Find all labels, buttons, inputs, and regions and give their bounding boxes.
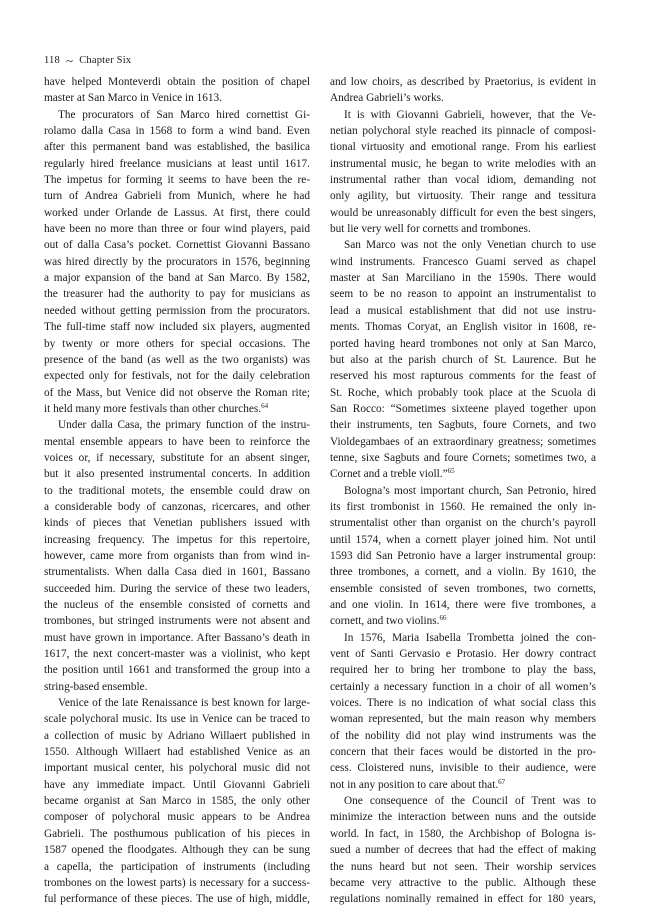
- text-line: it held many more festivals than other churches.$^{64}$: [44, 401, 269, 415]
- running-header: [44, 54, 131, 67]
- page-number: 118: [44, 55, 60, 66]
- text-line: succeeded him. During the service of these two leaders,: [44, 582, 310, 595]
- text-line: wind instruments. Francesco Guami served as chapel: [330, 255, 596, 268]
- text-line: have been no more than three or four wind players, paid: [44, 223, 310, 236]
- text-line: St. Roche, which probably took place at the Scuola di: [330, 386, 596, 399]
- text-line: but also at the parish church of St. Laurence. But he: [330, 353, 596, 366]
- text-line: the nucleus of the ensemble consisted of cornetts and: [44, 599, 310, 611]
- text-line: ful performance of these pieces. The use of high, middle,: [44, 893, 310, 906]
- right-column: [330, 74, 596, 908]
- text-line: the position until 1661 and transformed the group into a: [44, 664, 310, 677]
- text-line: certainly a necessary function in a choir of all women’s: [330, 680, 596, 693]
- footnote-ref: 66: [439, 614, 447, 623]
- text-line: Bologna’s most important church, San Petronio, hired: [344, 484, 596, 497]
- text-line: Violdegambaes of an extraordinary greatness; sometimes: [330, 435, 596, 448]
- text-line: three trombones, a cornett, and a violin. By 1610, the: [330, 566, 596, 579]
- text-line: until 1574, when a cornett player joined him. Not until: [330, 533, 596, 546]
- text-line: increasing frequency. The impetus for this repertoire,: [44, 533, 310, 546]
- text-line: One consequence of the Council of Trent was to: [344, 795, 596, 808]
- text-line: concern that their faces would be distorted in the pro-: [330, 746, 596, 759]
- text-line: Under dalla Casa, the primary function of the instru-: [58, 419, 310, 432]
- left-column: [44, 74, 310, 908]
- text-line: tenne, sixe Sagbuts and foure Cornets; sometimes two, a: [330, 451, 596, 464]
- text-line: 1550. Although Willaert had established Venice as an: [44, 746, 310, 759]
- text-line: however, came more from organists than from wind in-: [44, 549, 310, 562]
- text-line: Andrea Gabrieli’s works.: [330, 92, 444, 105]
- text-line: strumentalist other than organist on the church’s payroll: [330, 517, 596, 530]
- text-line: In 1576, Maria Isabella Trombetta joined the con-: [344, 631, 596, 644]
- text-line: have any immediate impact. Until Giovanni Gabrieli: [44, 778, 310, 791]
- text-line: strumentalists. When dalla Casa died in 1601, Bassano: [44, 566, 310, 579]
- text-line: tional virtuosity and emotional range. From his earliest: [330, 141, 596, 154]
- text-line: to the traditional motets, the ensemble could draw on: [44, 484, 310, 497]
- text-line: netian polychoral style reached its pinnacle of composi-: [330, 125, 596, 138]
- text-line: but it also presented instrumental concerts. In addition: [44, 468, 310, 481]
- text-line: not in any position to care about that.$^{67}$: [330, 777, 506, 791]
- text-line: have helped Monteverdi obtain the position of chapel: [44, 76, 310, 88]
- text-line: Cornet and a treble violl.”$^{65}$: [330, 467, 455, 481]
- text-line: and one violin. In 1614, there were five trombones, a: [330, 599, 596, 611]
- text-line: must have grown in importance. After Bassano’s death in: [44, 631, 310, 644]
- text-line: would be unreasonably difficult for even the best singers,: [330, 206, 596, 219]
- text-line: its first trombonist in 1560. He remained the only in-: [330, 500, 596, 513]
- text-line: string-based ensemble.: [44, 680, 148, 693]
- text-line: ensemble consisted of seven trombones, two cornetts,: [330, 582, 596, 595]
- text-line: reserved his most rapturous comments for the feast of: [330, 370, 596, 383]
- text-line: a major expansion of the band at San Marco. By 1582,: [44, 272, 310, 285]
- ornament-icon: ~: [65, 53, 74, 68]
- text-line: important musical center, his polychoral music did not: [44, 762, 310, 775]
- text-line: expected only for festivals, not for the daily celebration: [44, 370, 310, 383]
- text-line: The procurators of San Marco hired cornettist Gi-: [58, 108, 310, 121]
- text-line: 1587 opened the floodgates. Although they can be sung: [44, 844, 310, 857]
- text-line: Venice of the late Renaissance is best known for large-: [58, 697, 310, 710]
- text-line: the treasurer had the authority to pay for musicians as: [44, 288, 310, 301]
- footnote-ref: 65: [447, 467, 455, 476]
- text-line: world. In fact, in 1580, the Archbishop of Bologna is-: [330, 827, 596, 840]
- text-line: needed without getting permission from the procurators.: [44, 304, 310, 317]
- text-line: instrumental music, he began to write melodies with an: [330, 157, 596, 170]
- text-line: after this permanent band was established, the basilica: [44, 141, 310, 154]
- text-line: Gabrieli. The posthumous publication of his pieces in: [44, 827, 310, 840]
- text-line: their instruments, ten Sagbuts, foure Cornets, and two: [330, 419, 596, 432]
- text-line: composer of polychoral music appears to be Andrea: [44, 811, 310, 824]
- text-line: out of dalla Casa’s pocket. Cornettist Giovanni Bassano: [44, 239, 310, 252]
- text-line: lead a musical establishment that did not use instru-: [330, 304, 596, 317]
- text-line: It is with Giovanni Gabrieli, however, that the Ve-: [344, 108, 596, 121]
- text-line: master at San Marco in Venice in 1613.: [44, 92, 222, 105]
- text-line: required her to bring her trombone to play the bass,: [330, 664, 596, 677]
- text-line: minimize the interaction between nuns and the outside: [330, 811, 596, 824]
- text-line: trombones, but stringed instruments were not absent and: [44, 615, 310, 628]
- text-line: vent of Santi Gervasio e Protasio. Her dowry contract: [330, 648, 596, 661]
- text-line: voices or, if necessary, substitute for an absent singer,: [44, 451, 310, 464]
- text-line: only agility, but virtuosity. Their range and tessitura: [330, 190, 596, 203]
- text-line: kinds of pieces that Venetian publishers issued with: [44, 517, 310, 530]
- text-line: worked under Orlande de Lassus. At first, there could: [44, 206, 310, 219]
- text-line: woman represented, but the main reason why members: [330, 713, 596, 726]
- text-line: rolamo dalla Casa in 1568 to form a wind band. Even: [44, 125, 310, 138]
- chapter-title: Chapter Six: [79, 55, 132, 66]
- text-line: a capella, the participation of instruments (including: [44, 860, 310, 873]
- text-line: by twenty or more others for special occasions. The: [44, 337, 310, 350]
- text-line: instrumental rather than vocal idiom, demanding not: [330, 174, 596, 187]
- text-line: 1593 did San Petronio have a larger instrumental group:: [330, 549, 596, 562]
- text-line: 1617, the next concert-master was a violinist, who kept: [44, 648, 310, 661]
- text-line: of the Mass, but Venice did not observe the Roman rite;: [44, 386, 310, 399]
- text-line: mental ensemble appears to have been to reinforce the: [44, 435, 310, 448]
- text-line: ported having heard trombones not only at San Marco,: [330, 337, 596, 350]
- text-line: and low choirs, as described by Praetorius, is evident in: [330, 76, 596, 88]
- text-line: seem to be no reason to appoint an instrumentalist to: [330, 288, 596, 301]
- text-line: turn of Andrea Gabrieli from Munich, where he had: [44, 190, 310, 203]
- text-line: trombones on the lowest parts) is necessary for a success-: [44, 876, 310, 889]
- text-line: but lie very well for cornetts and trombones.: [330, 223, 531, 236]
- text-line: became organist at San Marco in 1585, the only other: [44, 795, 310, 808]
- text-line: regulations nominally remained in effect for 180 years,: [330, 893, 596, 906]
- text-line: ments. Thomas Coryat, an English visitor in 1608, re-: [330, 321, 596, 334]
- text-line: of the nobility did not play wind instruments was the: [330, 729, 596, 742]
- text-line: cornett, and two violins.$^{66}$: [330, 614, 447, 628]
- text-line: regularly hired freelance musicians at least until 1617.: [44, 157, 310, 170]
- text-line: scale polychoral music. Its use in Venice can be traced to: [44, 713, 310, 726]
- text-line: voices. There is no indication of what social class this: [330, 697, 596, 710]
- text-line: a collection of music by Adriano Willaert published in: [44, 729, 310, 742]
- text-line: became very attractive to the public. Although these: [330, 876, 596, 889]
- footnote-ref: 64: [261, 401, 269, 410]
- text-line: sued a number of decrees that had the effect of making: [330, 844, 596, 857]
- footnote-ref: 67: [498, 777, 506, 786]
- text-line: presence of the band (as well as the two organists) was: [44, 353, 310, 366]
- text-line: master at San Marciliano in the 1590s. There would: [330, 272, 596, 285]
- text-line: cess. Cloistered nuns, invisible to their audience, were: [330, 762, 596, 775]
- text-line: San Marco was not the only Venetian church to use: [344, 239, 596, 252]
- text-line: San Rocco: “Sometimes sixteene played together upon: [330, 402, 596, 415]
- text-line: The full-time staff now included six players, augmented: [44, 321, 310, 334]
- text-line: was hired directly by the procurators in 1576, beginning: [44, 255, 310, 268]
- text-line: The impetus for forming it seems to have been the re-: [44, 174, 310, 187]
- text-line: a considerable body of canzonas, ricercares, and other: [44, 500, 310, 513]
- text-line: the nuns heard but not seen. Their worship services: [330, 860, 596, 873]
